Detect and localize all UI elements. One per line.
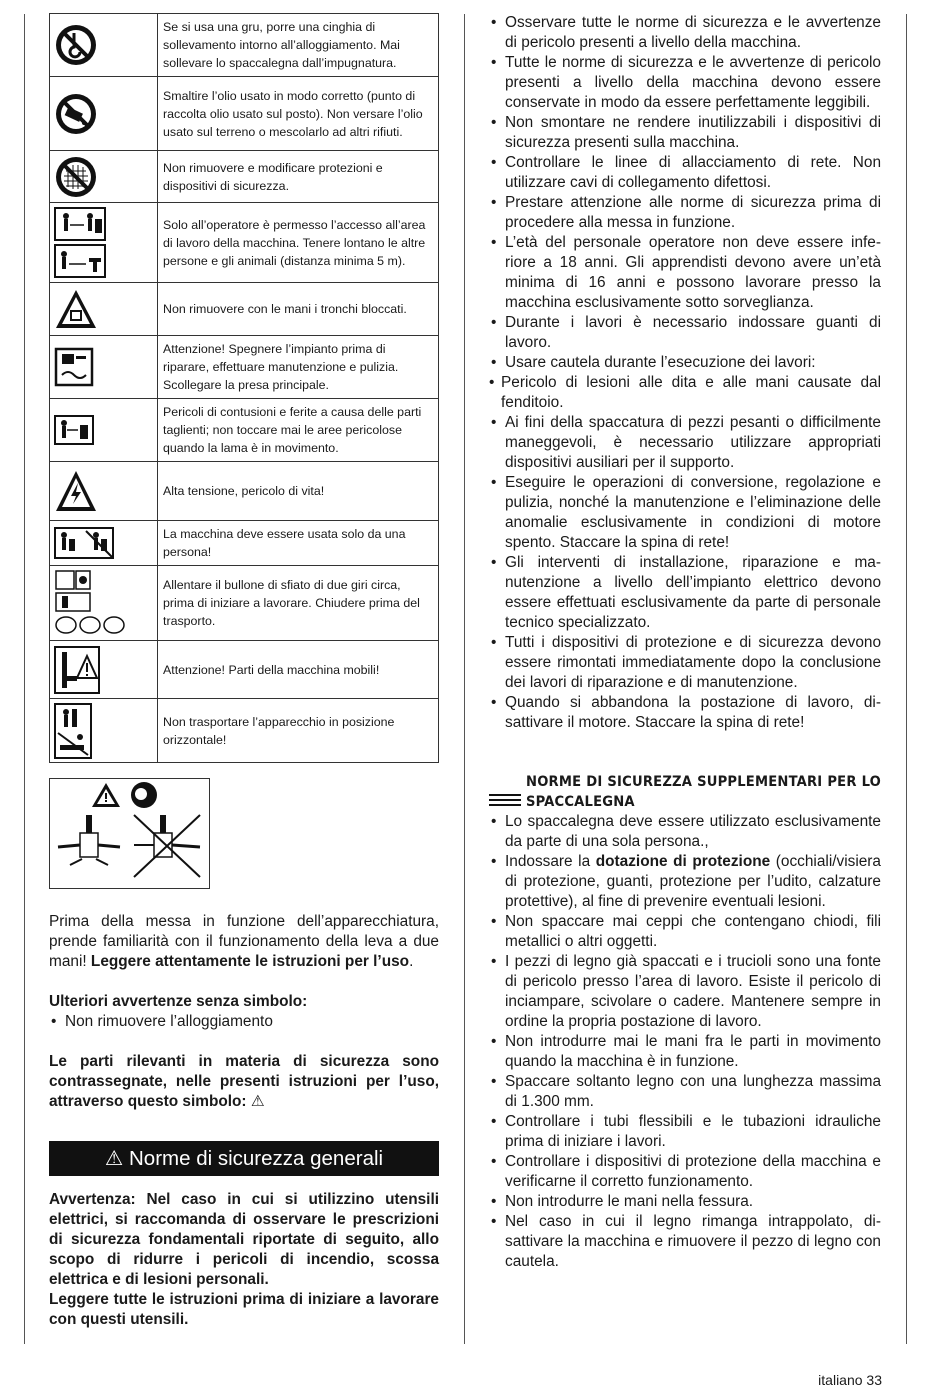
supplementary-title: NORME DI SICUREZZA SUPPLEMENTARI PER LO SPACCALEGNA [526, 773, 881, 810]
symbol-row [50, 566, 439, 641]
list-item: • Tutte le norme di sicurezza e le avvertenze di pericolo presenti a livello della macchina devono essere conservate in modo da essere perfettamente leggibili. [489, 53, 881, 113]
list-item: • Non introdurre le mani nella fessura. [489, 1192, 881, 1212]
list-item: • Ai fini della spaccatura di pezzi pesanti o difficilmente maneggevoli, è necessario utilizzare appropriati dispositivi ausiliari per il supporto. [489, 413, 881, 473]
list-item: • Prestare attenzione alle norme di sicurezza prima di procedere alla messa in funzione. [489, 193, 881, 233]
intro-section [49, 912, 439, 1112]
intro-bold-text: Leggere attentamente le istruzioni per l’uso [90, 953, 410, 970]
symbol-row [50, 521, 439, 566]
list-item: • Lo spaccalegna deve essere utilizzato esclusivamente da parte di una sola persona., [489, 812, 881, 852]
symbol-text: Alta tensione, pericolo di vita! [158, 462, 439, 521]
warning-section [49, 1190, 439, 1330]
left-margin-rule [24, 14, 25, 1344]
supplementary-rules-section [489, 812, 881, 1272]
symbol-row [50, 203, 439, 283]
list-item: • Gli interventi di installazione, riparazione e manutenzione a livello dell’impianto elettrico devono essere effettuati esclusivamente da parte di personale tecnico specializzato. [489, 553, 881, 633]
symbol-table [49, 13, 439, 763]
column-divider [464, 14, 465, 1344]
general-rules-list [489, 13, 881, 733]
list-item: • Non introdurre mai le mani fra le parti in movimento quando la macchina è in funzione. [489, 1032, 881, 1072]
symbol-text: Attenzione! Spegnere l’impianto prima di riparare, effettuare manutenzione e pulizia. Scollegare la presa principale. [158, 336, 439, 399]
symbol-row [50, 336, 439, 399]
symbol-text: Pericoli di contusioni e ferite a causa delle parti taglienti; non toccare mai le aree pericolose quando la lama è in movimento. [158, 399, 439, 462]
oil-disposal-icon [54, 92, 98, 136]
intro-text: Prima della messa in funzione dell’apparecchiatura, prende familiarità con il funzionamento della leva a due mani! [49, 913, 439, 970]
symbol-text: Smaltire l’olio usato in modo corretto (punto di raccolta olio usato sul posto). Non versare l’olio usato sul terreno o mescolarlo ad altri rifiuti. [158, 77, 439, 151]
list-item: • Controllare le linee di allacciamento di rete. Non utilizzare cavi di collegamento difettosi. [489, 153, 881, 193]
moving-parts-icon [54, 646, 100, 694]
symbol-text: Allentare il bullone di sfiato di due giri circa, prima di iniziare a lavorare. Chiudere prima del trasporto. [158, 566, 439, 641]
symbol-text: La macchina deve essere usata solo da una persona! [158, 521, 439, 566]
single-operator-icon [54, 527, 114, 559]
page-footer: italiano 33 [818, 1372, 882, 1388]
symbol-row [50, 641, 439, 699]
high-voltage-icon [54, 469, 98, 513]
symbol-text: Attenzione! Parti della macchina mobili! [158, 641, 439, 699]
keep-distance-icon [54, 244, 106, 278]
list-item: • Tutti i dispositivi di protezione e di sicurezza devono essere rimontati immediatamente dopo la conclusione dei lavori di riparazione e di manutenzione. [489, 633, 881, 693]
blade-injury-icon [54, 415, 94, 445]
list-item-text: Indossare la [505, 853, 596, 870]
list-item: • Osservare tutte le norme di sicurezza e le avvertenze di pericolo presenti a livello della macchina. [489, 13, 881, 53]
symbol-row [50, 699, 439, 763]
symbol-row [50, 462, 439, 521]
list-item-bold-text: dotazione di protezione [595, 853, 771, 870]
symbol-row [50, 399, 439, 462]
symbol-text: Se si usa una gru, porre una cinghia di sollevamento intorno all’alloggiamento. Mai sollevare lo spaccalegna dall’impugnatura. [158, 14, 439, 77]
general-rules-section [489, 13, 881, 733]
read-all-paragraph: Leggere tutte le istruzioni prima di iniziare a lavorare con questi utensili. [49, 1291, 439, 1328]
list-item: • Pericolo di lesioni alle dita e alle mani causate dal fenditoio. [489, 373, 881, 413]
intro-text-end: . [409, 953, 414, 970]
two-hand-lever-diagram [50, 779, 209, 888]
symbol-row [50, 14, 439, 77]
list-item: • Nel caso in cui il legno rimanga intrappolato, disattivare la macchina e rimuovere il pezzo di legno con cautela. [489, 1212, 881, 1272]
supplementary-rules-list [489, 812, 881, 1272]
list-item: • Controllare i dispositivi di protezione della macchina e verificarne il corretto funzionamento. [489, 1152, 881, 1192]
list-item-text: (occhiali/visiera di protezione, guanti, protezione per l’udito, calzature protettive), al fine di prevenire eventuali lesioni. [505, 853, 881, 910]
symbol-text: Non rimuovere e modificare protezioni e dispositivi di sicurezza. [158, 151, 439, 203]
no-horizontal-transport-icon [54, 703, 92, 759]
further-warnings-list [49, 1012, 439, 1032]
symbol-text: Non rimuovere con le mani i tronchi bloccati. [158, 283, 439, 336]
list-item: • Non smontare ne rendere inutilizzabili i dispositivi di sicurezza presenti sulla macchina. [489, 113, 881, 153]
guard-removal-prohibited-icon [54, 155, 98, 199]
unplug-before-maintenance-icon [54, 347, 94, 387]
symbol-table-section [49, 13, 439, 763]
two-hand-lever-figure [49, 778, 210, 889]
symbol-row [50, 77, 439, 151]
supplementary-heading [489, 772, 881, 812]
section-banner: ⚠ Norme di sicurezza generali [49, 1141, 439, 1176]
intro-paragraph [49, 912, 439, 972]
list-item: • L’età del personale operatore non deve essere inferiore a 18 anni. Gli apprendisti devono avere un’età minima di 16 anni e possono lavorare presso la macchina esclusivamente sotto sorveglianza. [489, 233, 881, 313]
symbol-row [50, 151, 439, 203]
list-item: • Durante i lavori è necessario indossare guanti di lavoro. [489, 313, 881, 353]
symbol-text: Solo all’operatore è permesso l’accesso all’area di lavoro della macchina. Tenere lontano le altre persone e gli animali (distanza minima 5 m). [158, 203, 439, 283]
vent-bolt-icon [54, 569, 126, 637]
further-warnings-heading: Ulteriori avvertenze senza simbolo: [49, 993, 308, 1010]
list-item: • Non spaccare mai ceppi che contengano chiodi, fili metallici o altri oggetti. [489, 912, 881, 952]
list-item: • I pezzi di legno già spaccati e i trucioli sono una fonte di pericolo presso l’area di lavoro. Esiste il pericolo di inciampare, scivolare o cadere. Mantenere sempre in ordine la propria postazione di lavoro. [489, 952, 881, 1032]
symbol-row [50, 283, 439, 336]
hand-warning-icon [54, 288, 98, 330]
list-item: • Usare cautela durante l’esecuzione dei lavori: [489, 353, 881, 373]
warning-paragraph: Avvertenza: Nel caso in cui si utilizzino utensili elettrici, si raccomanda di osservare le prescrizioni di sicurezza fondamentali riportate di seguito, allo scopo di ridurre i pericoli di incendio, scossa elettrica e di lesioni personali. [49, 1191, 439, 1288]
list-item: • Spaccare soltanto legno con una lunghezza massima di 1.300 mm. [489, 1072, 881, 1112]
keep-distance-icon [54, 207, 106, 241]
list-item: • Quando si abbandona la postazione di lavoro, disattivare il motore. Staccare la spina di rete! [489, 693, 881, 733]
crane-prohibited-icon [54, 23, 98, 67]
list-item: • Non rimuovere l’alloggiamento [49, 1012, 439, 1032]
list-item [489, 852, 881, 912]
symbol-text: Non trasportare l’apparecchio in posizione orizzontale! [158, 699, 439, 763]
text-lines-icon [489, 794, 523, 810]
right-margin-rule [906, 14, 907, 1344]
list-item: • Controllare i tubi flessibili e le tubazioni idrauliche prima di iniziare i lavori. [489, 1112, 881, 1152]
relevant-parts-paragraph: Le parti rilevanti in materia di sicurezza sono contrassegnate, nelle presenti istruzioni per l’uso, attraverso questo simbolo: ⚠ [49, 1053, 439, 1110]
list-item: • Eseguire le operazioni di conversione, regolazione e pulizia, nonché la manutenzione e l’eliminazione delle anomalie esclusivamente in condizioni di motore spento. Staccare la spina di rete! [489, 473, 881, 553]
